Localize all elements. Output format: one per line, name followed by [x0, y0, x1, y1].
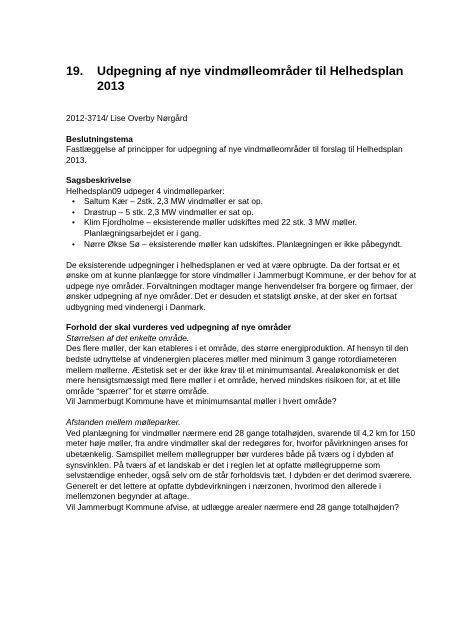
list-item-text: Drøstrup – 5 stk. 2,3 MW vindmøller er sat op. — [84, 206, 254, 217]
distance-subtitle: Afstanden mellem mølleparker. — [66, 417, 181, 428]
list-item-text: Saltum Kær – 2stk. 2,3 MW vindmøller er sat op. — [84, 196, 263, 207]
document-content — [66, 64, 416, 512]
list-item — [66, 217, 416, 238]
beslutningstema-text: Fastlæggelse af principper for udpegning af nye vindmølleområder til forslag til Helhedsplan 2013. — [66, 144, 403, 165]
bullet-icon: • — [72, 217, 75, 228]
forhold-title: Forhold der skal vurderes ved udpegning af nye områder — [66, 322, 291, 333]
list-item — [66, 207, 416, 218]
size-text: Des flere møller, der kan etableres i et område, des større energiproduktion. Af hensyn til den bedste udnyttelse af vindenergien placeres møller med minimum 3 gange rotordiameteren mellem møllerne. Æstetisk set er der ikke krav til et minimumsantal. Arealøkonomisk er det mere hensigtsmæssigt med flere møller i et område, herved mindskes risikoen for, at et lille område “spærrer” for et større område. — [66, 343, 409, 396]
bullet-icon: • — [72, 238, 75, 249]
size-subtitle: Størrelsen af det enkelte område. — [66, 332, 190, 343]
distance-text: Ved planlægning for vindmøller nærmere end 28 gange totalhøjden, svarende til 4,2 km for 150 meter høje møller, fra andre vindmøller skal der redegøres for, hvorfor påvirkningen anses for ubetænkelig. Samspillet mellem møllegrupper bør vurderes både på tværs og i dybden af synsvinklen. På tværs af et landskab er det i reglen let at opfatte møllegrupperne som selvstændige enheder, også selv om de står forholdsvis tæt. I dybden er det derimod sværere. Generelt er det lettere at opfatte dybdevirkningen i nærzonen, hvorimod den allerede i mellemzonen begynder at aftage. — [66, 427, 416, 502]
size-question: Vil Jammerbugt Kommune have et minimumsantal møller i hvert område? — [66, 396, 337, 407]
sagsbeskrivelse-paragraph: De eksisterende udpegninger i helhedsplanen er ved at være opbrugte. Da der fortsat er et ønske om at kunne planlægge for store vindmøller i Jammerbugt Kommune, er der behov for at udpege nye områder. Forvaltningen modtager mange henvendelser fra borgere og firmaer, der ønsker udpegning af nye områder. Det er desuden et statsligt ønske, at der sker en fortsat udbygning med vindenergi i Danmark. — [66, 259, 417, 312]
agenda-title: Udpegning af nye vindmølleområder til Helhedsplan 2013 — [97, 64, 404, 93]
agenda-number: 19. — [66, 64, 84, 78]
distance-question: Vil Jammerbugt Kommune afvise, at udlægge arealer nærmere end 28 gange totalhøjden? — [66, 501, 399, 512]
case-reference: 2012-3714/ Lise Overby Nørgård — [66, 113, 188, 123]
list-item-text: Klim Fjordholme – eksisterende møller udskiftes med 22 stk. 3 MW møller. Planlægningsarbejdet er i gang. — [84, 217, 357, 238]
bullet-icon: • — [72, 196, 75, 207]
list-item-text: Nørre Økse Sø – eksisterende møller kan udskiftes. Planlægningen er ikke påbegyndt. — [84, 238, 403, 249]
list-item — [66, 196, 416, 207]
windpark-list — [66, 196, 416, 249]
bullet-icon: • — [72, 206, 75, 217]
sagsbeskrivelse-title: Sagsbeskrivelse — [66, 175, 132, 186]
sagsbeskrivelse-intro: Helhedsplan09 udpeger 4 vindmølleparker: — [66, 185, 225, 196]
agenda-heading — [66, 64, 416, 94]
list-item — [66, 239, 416, 250]
beslutningstema-title: Beslutningstema — [66, 133, 133, 144]
